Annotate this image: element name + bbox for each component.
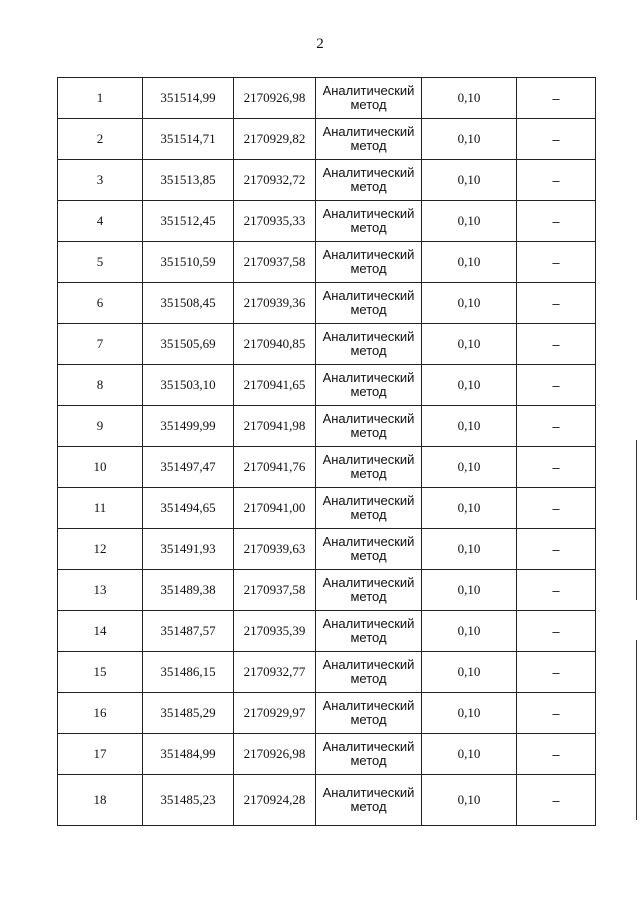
accuracy-cell: 0,10 <box>422 693 517 734</box>
point-number-cell: 10 <box>58 447 143 488</box>
method-cell <box>316 201 422 242</box>
method-line-1: Аналитический <box>322 493 415 508</box>
method-line-1: Аналитический <box>322 247 415 262</box>
table-row <box>58 488 596 529</box>
method-line-1: Аналитический <box>322 452 415 467</box>
accuracy-cell: 0,10 <box>422 119 517 160</box>
x-coordinate-cell: 351485,23 <box>143 775 234 826</box>
note-cell: – <box>517 652 596 693</box>
method-line-1: Аналитический <box>322 206 415 221</box>
accuracy-cell: 0,10 <box>422 242 517 283</box>
note-cell: – <box>517 242 596 283</box>
method-line-2: метод <box>350 179 387 194</box>
point-number-cell: 9 <box>58 406 143 447</box>
table-row <box>58 447 596 488</box>
point-number-cell: 12 <box>58 529 143 570</box>
method-line-2: метод <box>350 466 387 481</box>
table-row <box>58 324 596 365</box>
point-number-cell: 1 <box>58 78 143 119</box>
method-cell <box>316 611 422 652</box>
note-cell: – <box>517 160 596 201</box>
x-coordinate-cell: 351491,93 <box>143 529 234 570</box>
accuracy-cell: 0,10 <box>422 652 517 693</box>
method-line-2: метод <box>350 261 387 276</box>
method-cell <box>316 283 422 324</box>
method-line-1: Аналитический <box>322 785 415 800</box>
method-line-1: Аналитический <box>322 534 415 549</box>
x-coordinate-cell: 351499,99 <box>143 406 234 447</box>
y-coordinate-cell: 2170932,72 <box>234 160 316 201</box>
accuracy-cell: 0,10 <box>422 78 517 119</box>
table-row <box>58 529 596 570</box>
y-coordinate-cell: 2170929,82 <box>234 119 316 160</box>
accuracy-cell: 0,10 <box>422 775 517 826</box>
table-row <box>58 406 596 447</box>
point-number-cell: 17 <box>58 734 143 775</box>
method-cell <box>316 775 422 826</box>
note-cell: – <box>517 406 596 447</box>
method-line-2: метод <box>350 138 387 153</box>
method-cell <box>316 734 422 775</box>
note-cell: – <box>517 775 596 826</box>
method-line-2: метод <box>350 220 387 235</box>
table-row <box>58 365 596 406</box>
method-line-1: Аналитический <box>322 288 415 303</box>
point-number-cell: 6 <box>58 283 143 324</box>
y-coordinate-cell: 2170941,98 <box>234 406 316 447</box>
x-coordinate-cell: 351487,57 <box>143 611 234 652</box>
method-cell <box>316 365 422 406</box>
method-line-1: Аналитический <box>322 411 415 426</box>
accuracy-cell: 0,10 <box>422 529 517 570</box>
method-line-2: метод <box>350 548 387 563</box>
method-line-2: метод <box>350 630 387 645</box>
y-coordinate-cell: 2170940,85 <box>234 324 316 365</box>
x-coordinate-cell: 351497,47 <box>143 447 234 488</box>
y-coordinate-cell: 2170929,97 <box>234 693 316 734</box>
point-number-cell: 11 <box>58 488 143 529</box>
y-coordinate-cell: 2170941,65 <box>234 365 316 406</box>
point-number-cell: 18 <box>58 775 143 826</box>
accuracy-cell: 0,10 <box>422 201 517 242</box>
method-line-2: метод <box>350 343 387 358</box>
point-number-cell: 3 <box>58 160 143 201</box>
method-cell <box>316 78 422 119</box>
accuracy-cell: 0,10 <box>422 324 517 365</box>
y-coordinate-cell: 2170935,33 <box>234 201 316 242</box>
method-line-1: Аналитический <box>322 370 415 385</box>
accuracy-cell: 0,10 <box>422 283 517 324</box>
x-coordinate-cell: 351503,10 <box>143 365 234 406</box>
y-coordinate-cell: 2170939,36 <box>234 283 316 324</box>
point-number-cell: 8 <box>58 365 143 406</box>
accuracy-cell: 0,10 <box>422 488 517 529</box>
note-cell: – <box>517 201 596 242</box>
y-coordinate-cell: 2170924,28 <box>234 775 316 826</box>
method-cell <box>316 242 422 283</box>
table-row <box>58 611 596 652</box>
y-coordinate-cell: 2170941,00 <box>234 488 316 529</box>
x-coordinate-cell: 351513,85 <box>143 160 234 201</box>
note-cell: – <box>517 324 596 365</box>
method-line-1: Аналитический <box>322 657 415 672</box>
method-line-2: метод <box>350 97 387 112</box>
method-line-2: метод <box>350 712 387 727</box>
y-coordinate-cell: 2170941,76 <box>234 447 316 488</box>
table-row <box>58 775 596 826</box>
method-cell <box>316 119 422 160</box>
table-row <box>58 570 596 611</box>
x-coordinate-cell: 351485,29 <box>143 693 234 734</box>
method-cell <box>316 529 422 570</box>
method-cell <box>316 447 422 488</box>
point-number-cell: 7 <box>58 324 143 365</box>
x-coordinate-cell: 351489,38 <box>143 570 234 611</box>
point-number-cell: 4 <box>58 201 143 242</box>
accuracy-cell: 0,10 <box>422 570 517 611</box>
accuracy-cell: 0,10 <box>422 447 517 488</box>
note-cell: – <box>517 529 596 570</box>
table-row <box>58 201 596 242</box>
note-cell: – <box>517 734 596 775</box>
note-cell: – <box>517 488 596 529</box>
note-cell: – <box>517 119 596 160</box>
y-coordinate-cell: 2170937,58 <box>234 570 316 611</box>
method-cell <box>316 488 422 529</box>
note-cell: – <box>517 283 596 324</box>
method-line-1: Аналитический <box>322 329 415 344</box>
method-cell <box>316 324 422 365</box>
point-number-cell: 14 <box>58 611 143 652</box>
method-line-2: метод <box>350 425 387 440</box>
method-line-2: метод <box>350 799 387 814</box>
table-row <box>58 119 596 160</box>
method-cell <box>316 160 422 201</box>
method-line-2: метод <box>350 302 387 317</box>
accuracy-cell: 0,10 <box>422 365 517 406</box>
point-number-cell: 13 <box>58 570 143 611</box>
method-line-1: Аналитический <box>322 165 415 180</box>
note-cell: – <box>517 693 596 734</box>
method-line-1: Аналитический <box>322 124 415 139</box>
y-coordinate-cell: 2170939,63 <box>234 529 316 570</box>
point-number-cell: 2 <box>58 119 143 160</box>
method-cell <box>316 406 422 447</box>
x-coordinate-cell: 351505,69 <box>143 324 234 365</box>
x-coordinate-cell: 351494,65 <box>143 488 234 529</box>
note-cell: – <box>517 447 596 488</box>
x-coordinate-cell: 351484,99 <box>143 734 234 775</box>
method-line-1: Аналитический <box>322 575 415 590</box>
accuracy-cell: 0,10 <box>422 406 517 447</box>
x-coordinate-cell: 351510,59 <box>143 242 234 283</box>
table-row <box>58 78 596 119</box>
accuracy-cell: 0,10 <box>422 734 517 775</box>
y-coordinate-cell: 2170935,39 <box>234 611 316 652</box>
y-coordinate-cell: 2170926,98 <box>234 734 316 775</box>
x-coordinate-cell: 351514,71 <box>143 119 234 160</box>
point-number-cell: 5 <box>58 242 143 283</box>
y-coordinate-cell: 2170932,77 <box>234 652 316 693</box>
note-cell: – <box>517 365 596 406</box>
x-coordinate-cell: 351512,45 <box>143 201 234 242</box>
y-coordinate-cell: 2170926,98 <box>234 78 316 119</box>
accuracy-cell: 0,10 <box>422 611 517 652</box>
method-cell <box>316 570 422 611</box>
x-coordinate-cell: 351508,45 <box>143 283 234 324</box>
method-line-2: метод <box>350 384 387 399</box>
note-cell: – <box>517 570 596 611</box>
method-cell <box>316 652 422 693</box>
method-cell <box>316 693 422 734</box>
note-cell: – <box>517 78 596 119</box>
table-row <box>58 283 596 324</box>
x-coordinate-cell: 351486,15 <box>143 652 234 693</box>
table-row <box>58 242 596 283</box>
x-coordinate-cell: 351514,99 <box>143 78 234 119</box>
method-line-2: метод <box>350 507 387 522</box>
page-number: 2 <box>316 36 324 52</box>
method-line-2: метод <box>350 671 387 686</box>
method-line-1: Аналитический <box>322 83 415 98</box>
scan-edge-mark <box>636 640 637 820</box>
coordinates-table <box>57 77 596 826</box>
accuracy-cell: 0,10 <box>422 160 517 201</box>
method-line-1: Аналитический <box>322 739 415 754</box>
method-line-2: метод <box>350 753 387 768</box>
table-row <box>58 652 596 693</box>
table-row <box>58 734 596 775</box>
table-row <box>58 693 596 734</box>
note-cell: – <box>517 611 596 652</box>
method-line-2: метод <box>350 589 387 604</box>
method-line-1: Аналитический <box>322 698 415 713</box>
table-row <box>58 160 596 201</box>
method-line-1: Аналитический <box>322 616 415 631</box>
point-number-cell: 16 <box>58 693 143 734</box>
point-number-cell: 15 <box>58 652 143 693</box>
scan-edge-mark <box>636 440 637 600</box>
y-coordinate-cell: 2170937,58 <box>234 242 316 283</box>
